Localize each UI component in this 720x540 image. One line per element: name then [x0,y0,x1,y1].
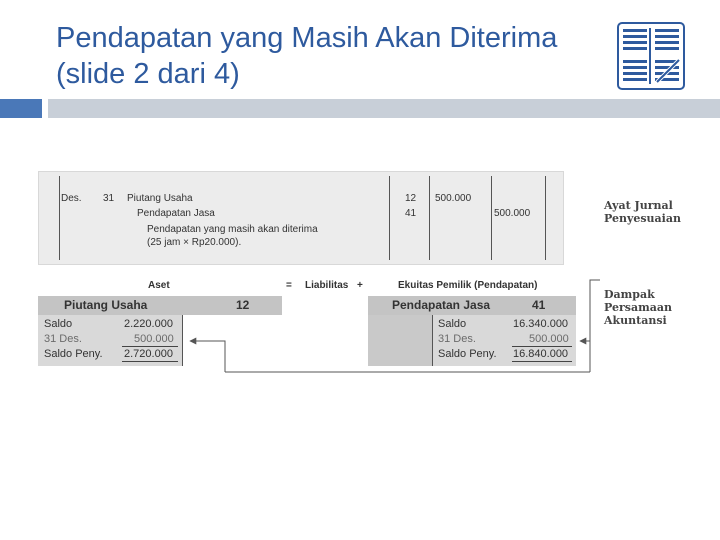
equation-plus: + [357,280,363,291]
journal-debit-ref: 12 [405,193,417,204]
arrow-to-piutang [190,341,225,372]
t-row-label: Saldo Peny. [44,348,103,360]
dampak-label-line3: Akuntansi [604,314,667,327]
journal-credit-account: Pendapatan Jasa [137,208,215,219]
arrow-to-pendapatan [580,341,590,372]
t-account-number: 41 [532,298,546,312]
equation-equals: = [286,280,292,291]
t-account-name: Pendapatan Jasa [392,298,491,312]
equation-liabilitas: Liabilitas [305,280,349,291]
t-row-label: Saldo Peny. [438,348,497,360]
t-row-value: 16.340.000 [513,318,569,330]
journal-debit-account: Piutang Usaha [127,193,193,204]
t-row-label: Saldo [44,318,73,330]
arrow-from-label [590,280,600,341]
slide-title-line1: Pendapatan yang Masih Akan Diterima [56,22,558,54]
t-row-label: 31 Des. [438,333,476,345]
dampak-label-line1: Dampak [604,288,655,301]
equation-ekuitas: Ekuitas Pemilik (Pendapatan) [398,280,538,291]
t-row-label: Saldo [438,318,467,330]
ayat-jurnal-label-line1: Ayat Jurnal [604,199,673,212]
journal-debit-amount: 500.000 [435,193,472,204]
t-account-number: 12 [236,298,250,312]
journal-credit-amount: 500.000 [494,208,531,219]
t-row-value: 16.840.000 [513,348,569,360]
t-row-value: 2.220.000 [124,318,173,330]
journal-month: Des. [61,193,82,204]
t-row-label: 31 Des. [44,333,82,345]
journal-description-line2: (25 jam × Rp20.000). [147,237,242,248]
dampak-label-line2: Persamaan [604,301,672,314]
journal-description-line1: Pendapatan yang masih akan diterima [147,224,318,235]
journal-credit-ref: 41 [405,208,417,219]
t-row-value: 2.720.000 [124,348,173,360]
equation-aset: Aset [148,280,170,291]
ayat-jurnal-label-line2: Penyesuaian [604,212,681,225]
t-account-name: Piutang Usaha [64,298,148,312]
t-row-value: 500.000 [529,333,569,345]
slide-title-line2: (slide 2 dari 4) [56,58,240,90]
t-row-value: 500.000 [134,333,174,345]
journal-day: 31 [103,193,115,204]
